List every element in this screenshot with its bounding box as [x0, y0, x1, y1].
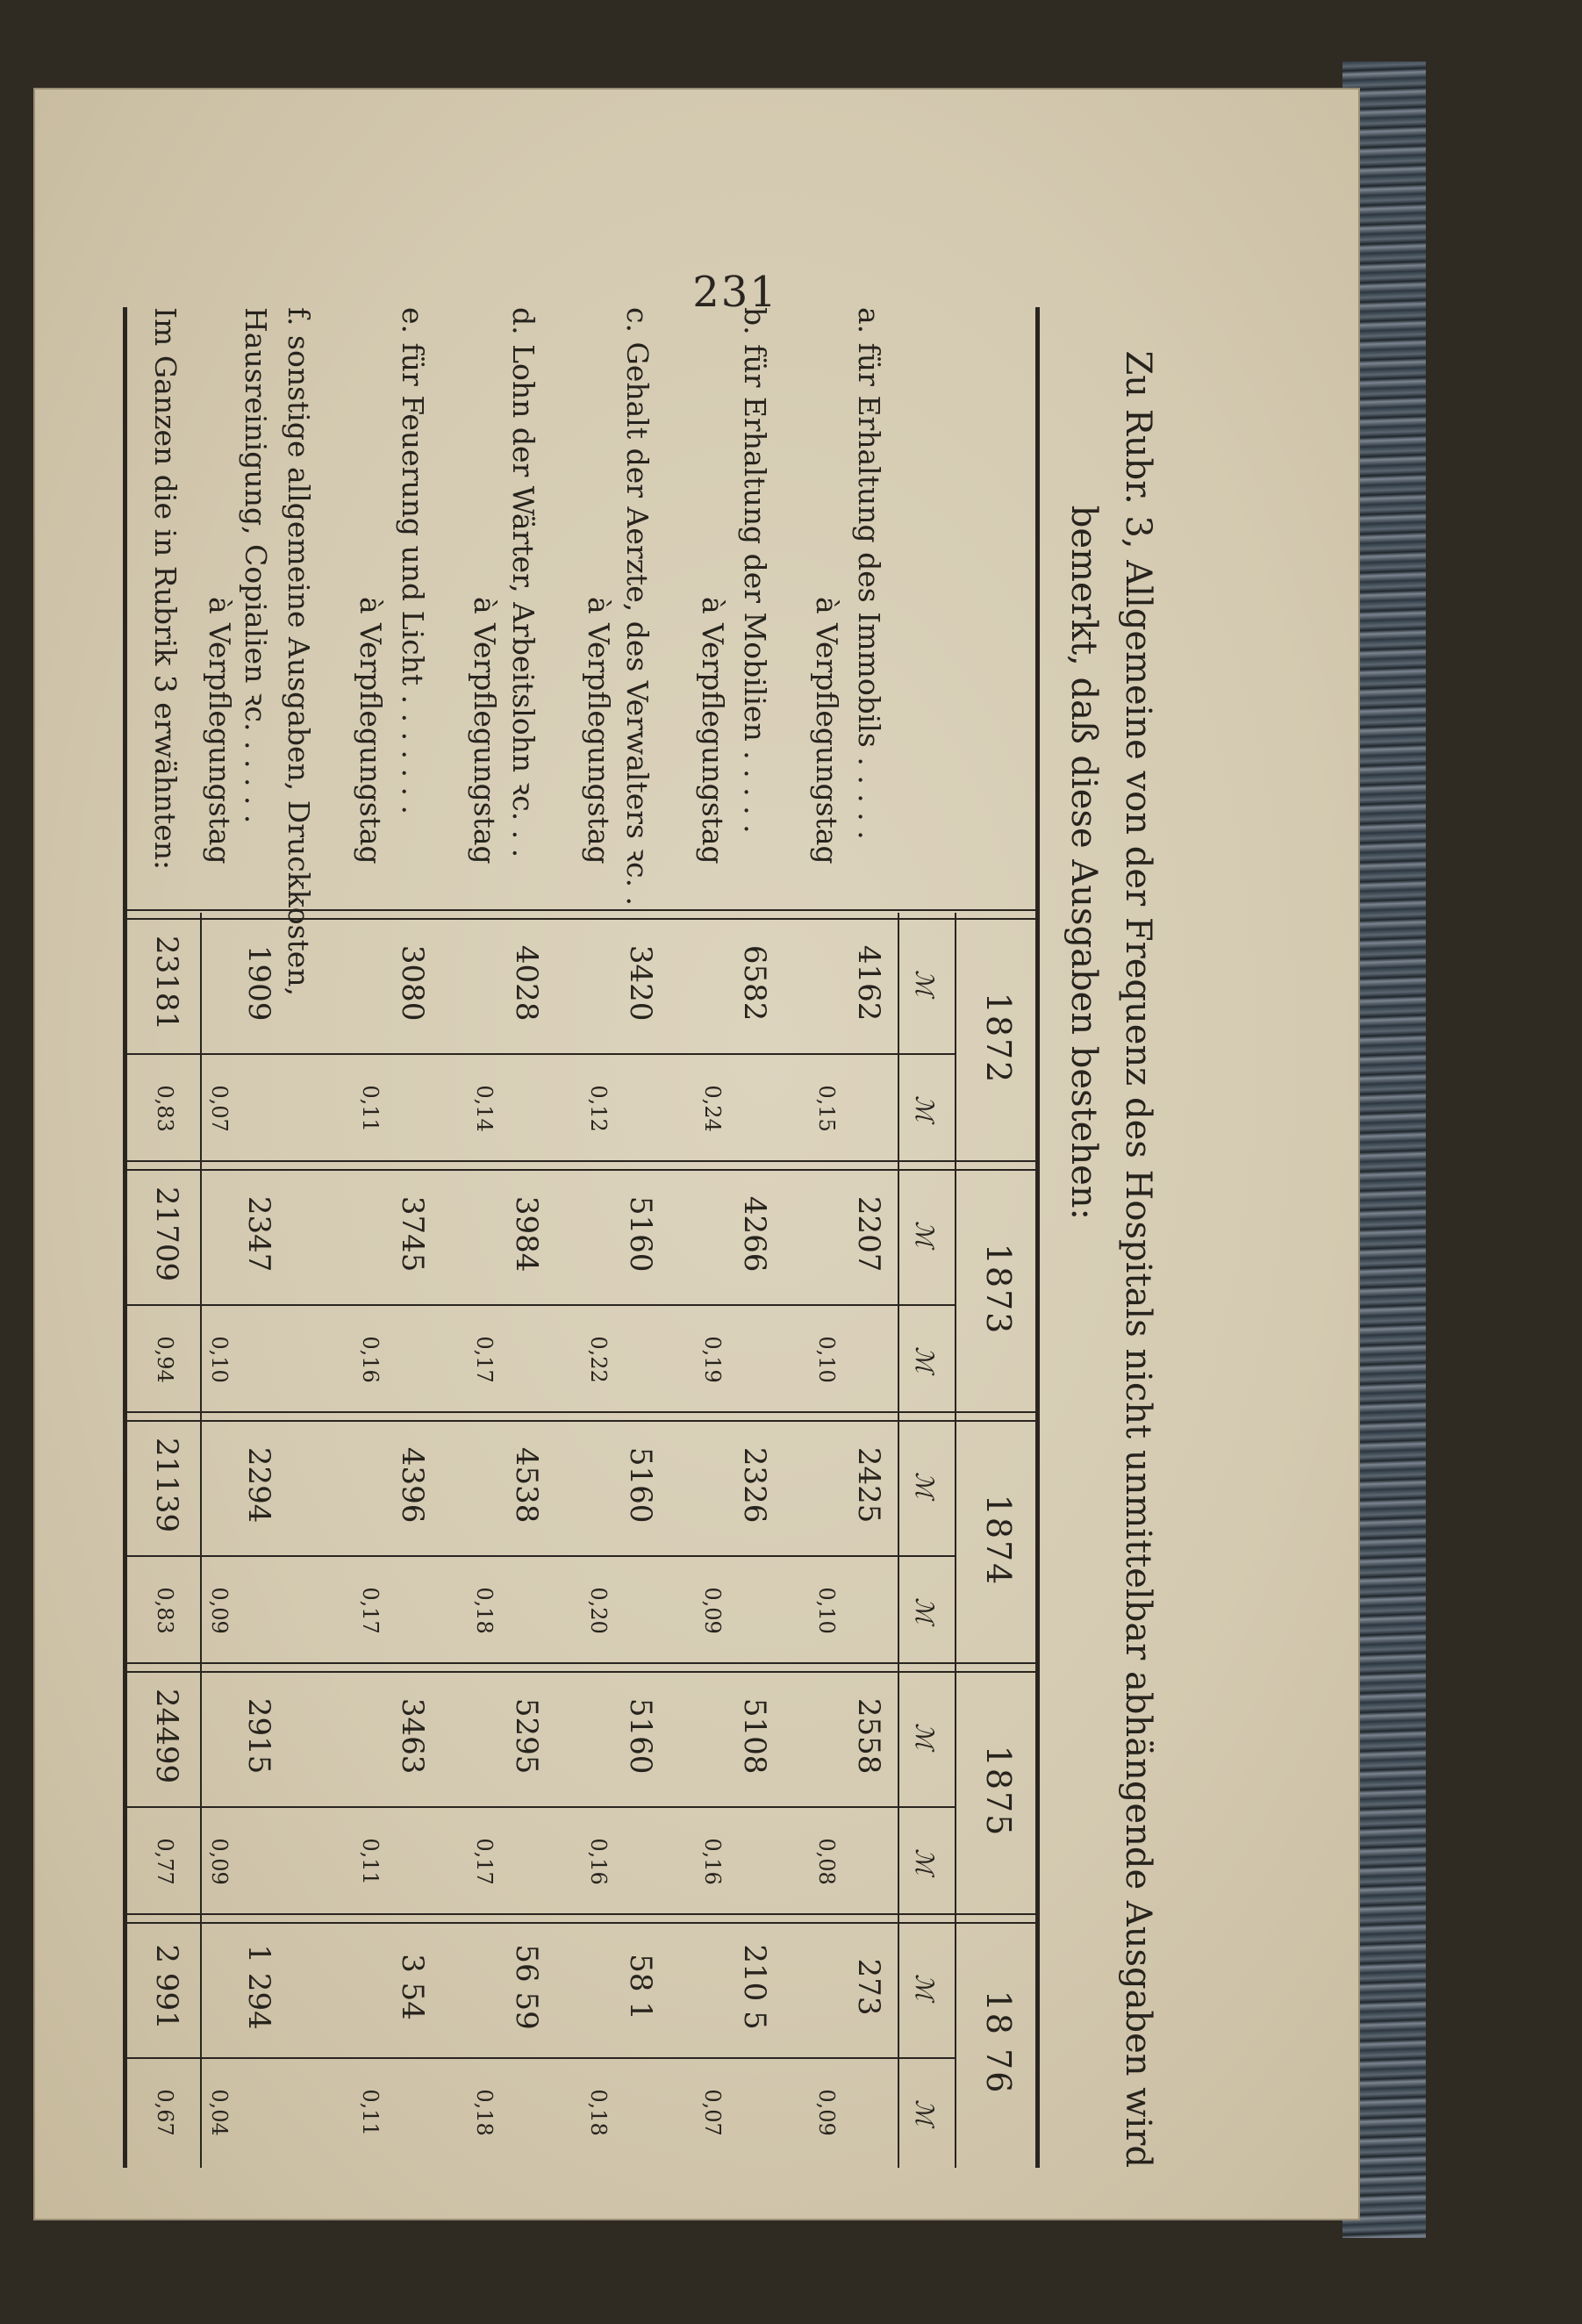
unit-amount-0: ℳ: [910, 970, 939, 997]
amount-cell: 2207: [851, 1195, 886, 1273]
amount-cell: 1909: [241, 944, 276, 1022]
perday-cell: 0,18: [472, 2089, 497, 2136]
row-label-3: d. Lohn der Wärter, Arbeitslohn ꝛc. . .: [506, 307, 540, 858]
amount-cell: 3 54: [395, 1954, 430, 2020]
year-header-4: 18 76: [979, 1990, 1018, 2095]
intro-line-1: Zu Rubr. 3, Allgemeine von der Frequenz des Hospitals nicht unmittelbar abhängende Ausgaben wird: [1118, 350, 1158, 2168]
perday-cell: 0,17: [472, 1336, 497, 1383]
year-subrule: [955, 913, 956, 2168]
amount-cell: 3080: [395, 944, 430, 1022]
total-label: Im Ganzen die in Rubrik 3 erwähnten:: [148, 307, 183, 871]
perday-cell: 0,10: [814, 1336, 839, 1383]
row-sub-4: à Verpflegungstag: [354, 597, 388, 864]
amount-cell: 56 59: [509, 1944, 544, 2030]
amount-cell: 5295: [509, 1697, 544, 1775]
unit-amount-2: ℳ: [910, 1472, 939, 1499]
unit-amount-3: ℳ: [910, 1723, 939, 1750]
amount-cell: 2326: [737, 1446, 772, 1524]
amount-cell: 5160: [623, 1195, 658, 1273]
perday-cell: 0,14: [472, 1085, 497, 1132]
perday-cell: 0,11: [358, 1838, 383, 1885]
row-sub-0: à Verpflegungstag: [810, 597, 844, 864]
amount-cell: 4266: [737, 1195, 772, 1273]
row-label2-5: Hausreinigung, Copialien ꝛc. . . . . .: [239, 307, 273, 824]
perday-cell: 0,07: [700, 2089, 725, 2136]
amount-cell: 1 294: [241, 1944, 276, 2030]
perday-cell: 0,16: [700, 1838, 725, 1885]
amount-cell: 4396: [395, 1446, 430, 1524]
amount-cell: 5160: [623, 1697, 658, 1775]
amount-cell: 4162: [851, 944, 886, 1022]
amount-cell: 3463: [395, 1697, 430, 1775]
table-top-rule: [1035, 307, 1040, 2168]
year-header-2: 1874: [979, 1494, 1018, 1587]
perday-cell: 0,16: [358, 1336, 383, 1383]
total-rule: [200, 913, 202, 2168]
row-sub-1: à Verpflegungstag: [696, 597, 730, 864]
amount-cell: 210 5: [737, 1944, 772, 2030]
perday-cell: 0,18: [586, 2089, 611, 2136]
perday-cell: 0,10: [207, 1336, 232, 1383]
perday-cell: 0,10: [814, 1587, 839, 1634]
unit-amount-4: ℳ: [910, 1974, 939, 2001]
perday-cell: 0,08: [814, 1838, 839, 1885]
header-rule: [898, 913, 899, 2168]
amount-cell: 2347: [241, 1195, 276, 1273]
unit-perday-4: ℳ: [910, 2099, 939, 2127]
amount-cell: 58 1: [623, 1954, 658, 2020]
perday-cell: 0,11: [358, 2089, 383, 2136]
perday-cell: 0,11: [358, 1085, 383, 1132]
row-label-0: a. für Erhaltung des Immobils . . . . .: [852, 307, 886, 840]
perday-cell: 0,17: [358, 1587, 383, 1634]
perday-cell: 0,18: [472, 1587, 497, 1634]
perday-cell: 0,07: [207, 1085, 232, 1132]
year-header-0: 1872: [979, 992, 1018, 1085]
perday-cell: 0,09: [207, 1587, 232, 1634]
unit-perday-3: ℳ: [910, 1848, 939, 1876]
amount-cell: 4028: [509, 944, 544, 1022]
row-label-1: b. für Erhaltung der Mobilien . . . . .: [738, 307, 772, 834]
row-sub-2: à Verpflegungstag: [582, 597, 616, 864]
amount-cell: 3745: [395, 1195, 430, 1273]
perday-cell: 0,24: [700, 1085, 725, 1132]
amount-cell: 2425: [851, 1446, 886, 1524]
table-bottom-rule: [123, 307, 127, 2168]
amount-cell: 3420: [623, 944, 658, 1022]
row-label-2: c. Gehalt der Aerzte, des Verwalters ꝛc. .: [620, 307, 655, 907]
total-perday-cell: 0,67: [153, 2089, 177, 2136]
total-amount-cell: 24499: [149, 1688, 184, 1784]
amount-cell: 2915: [241, 1697, 276, 1775]
amount-cell: 2558: [851, 1697, 886, 1775]
total-amount-cell: 2 991: [149, 1944, 184, 2030]
amount-cell: 5108: [737, 1697, 772, 1775]
row-label-4: e. für Feuerung und Licht . . . . . . .: [396, 307, 430, 814]
row-label-5: f. sonstige allgemeine Ausgaben, Druckkosten,: [282, 307, 316, 997]
unit-perday-1: ℳ: [910, 1346, 939, 1374]
amount-cell: 4538: [509, 1446, 544, 1524]
unit-perday-0: ℳ: [910, 1095, 939, 1123]
total-amount-cell: 21139: [149, 1437, 184, 1533]
page-number: 231: [692, 268, 778, 317]
total-amount-cell: 23181: [149, 935, 184, 1031]
year-header-3: 1875: [979, 1745, 1018, 1838]
perday-cell: 0,20: [586, 1587, 611, 1634]
total-perday-cell: 0,83: [153, 1587, 177, 1634]
intro-line-2: bemerkt, daß diese Ausgaben bestehen:: [1063, 505, 1104, 1220]
perday-cell: 0,09: [207, 1838, 232, 1885]
total-perday-cell: 0,83: [153, 1085, 177, 1132]
perday-cell: 0,09: [700, 1587, 725, 1634]
total-amount-cell: 21709: [149, 1186, 184, 1282]
perday-cell: 0,15: [814, 1085, 839, 1132]
perday-cell: 0,16: [586, 1838, 611, 1885]
amount-cell: 6582: [737, 944, 772, 1022]
perday-cell: 0,04: [207, 2089, 232, 2136]
row-sub-5: à Verpflegungstag: [203, 597, 237, 864]
amount-cell: 2294: [241, 1446, 276, 1524]
perday-cell: 0,12: [586, 1085, 611, 1132]
perday-cell: 0,17: [472, 1838, 497, 1885]
perday-cell: 0,22: [586, 1336, 611, 1383]
rotated-table-region: [88, 307, 1193, 2168]
perday-cell: 0,09: [814, 2089, 839, 2136]
amount-cell: 273: [851, 1958, 886, 2016]
total-perday-cell: 0,77: [153, 1838, 177, 1885]
total-perday-cell: 0,94: [153, 1336, 177, 1383]
year-header-1: 1873: [979, 1243, 1018, 1336]
amount-cell: 5160: [623, 1446, 658, 1524]
unit-amount-1: ℳ: [910, 1221, 939, 1248]
amount-cell: 3984: [509, 1195, 544, 1273]
perday-cell: 0,19: [700, 1336, 725, 1383]
unit-perday-2: ℳ: [910, 1597, 939, 1625]
row-sub-3: à Verpflegungstag: [468, 597, 502, 864]
table-content: [88, 307, 1193, 2168]
